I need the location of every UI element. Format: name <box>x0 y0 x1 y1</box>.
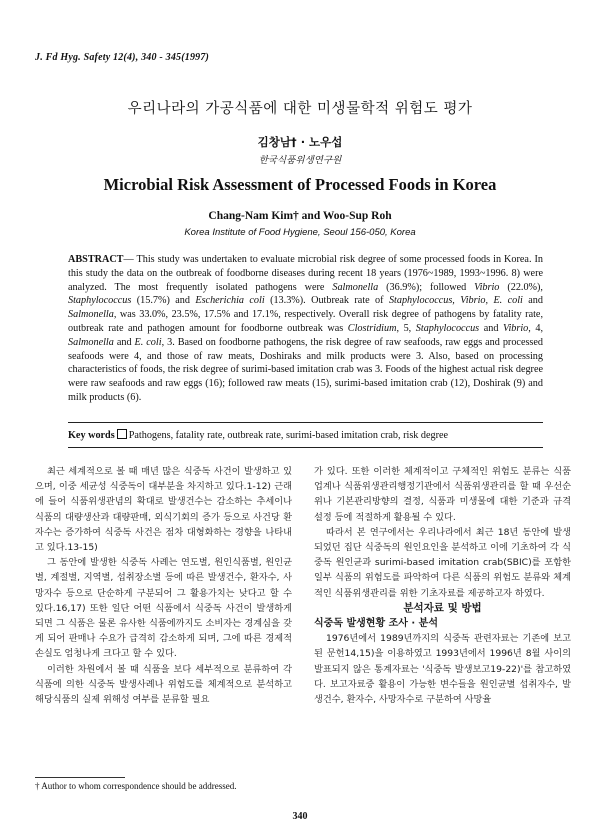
body-paragraph: 이러한 차원에서 볼 때 식품을 보다 세부적으로 분류하여 각 식품에 의한 식중독 발생사례나 위험도를 체계적으로 분석하고 해당식품의 실제 위해성 여부를 분류할 필요 <box>35 663 292 706</box>
footnote: † Author to whom correspondence should be addressed. <box>35 781 237 791</box>
body-column-left <box>35 464 292 707</box>
keywords-label: Key words <box>68 430 115 441</box>
organism-name: Staphylococcus <box>415 322 480 334</box>
abstract <box>68 253 543 405</box>
abstract-text: (36.9%); followed <box>378 281 475 293</box>
section-heading: 분석자료 및 방법 <box>403 601 482 614</box>
organism-name: Escherichia coli <box>195 295 265 307</box>
abstract-text: and <box>113 336 135 348</box>
abstract-text: , was 33.0%, 23.5%, 17.5% and 17.1%, respectively. Overall risk degree of pathogens by fatality rate, outbreak rate and pathogen amount for foodborne outbreak was <box>68 309 543 334</box>
abstract-text: , 5, <box>396 322 416 334</box>
organism-name: Salmonella <box>68 309 114 321</box>
abstract-text: (22.0%), <box>499 281 543 293</box>
abstract-text: (13.3%). Outbreak rate of <box>264 295 389 307</box>
keywords <box>68 429 543 441</box>
organism-name: Vibrio <box>474 281 500 293</box>
abstract-text: , 3. Based on foodborne pathogens, the risk degree of raw seafoods, raw eggs and processed seafoods were 4, and those of raw meats, Doshiraks and milk products were 3. Also, based on processing characteristics of foods, the risk degree of surimi-based imitation crab was 3. Foods of the highest actual risk degree were raw seafoods and raw eggs (16); followed raw meats (15), surimi-based imitation crab (12), Doshirak (9) and milk products (6). <box>68 336 544 403</box>
keywords-text: Pathogens, fatality rate, outbreak rate, surimi-based imitation crab, risk degree <box>128 430 449 441</box>
abstract-text: , 4, <box>528 322 544 334</box>
body-paragraph: 따라서 본 연구에서는 우리나라에서 최근 18년 동안에 발생되었던 집단 식중독의 원인요인을 분석하고 이에 기초하여 각 식중독 원인균과 surimi-based imitation crab(SBIC)를 포함한 일부 식품의 위험도를 파악하여 다른 식품의 위험도 분류와 체계적인 식품위생관리를 위한 기초자료를 제공하고자 하였다. <box>314 526 571 599</box>
journal-citation: J. Fd Hyg. Safety 12(4), 340 - 345(1997) <box>35 52 210 63</box>
subsection-heading: 식중독 발생현황 조사 · 분석 <box>314 618 438 630</box>
page-number: 340 <box>292 811 308 822</box>
abstract-text: This study was undertaken to evaluate microbial risk degree of some processed foods in Korea. In this study the data on the outbreak of foodborne diseases during recent 18 years (1976~1989, 1993~1996. 8) were analyzed. The most frequently isolated pathogens were <box>68 254 543 293</box>
english-authors: Chang-Nam Kim† and Woo-Sup Roh <box>208 210 392 222</box>
organism-name: Vibrio <box>502 322 529 334</box>
korean-authors: 김창남† · 노우섭 <box>257 135 343 149</box>
organism-name: Clostridium <box>347 322 397 334</box>
abstract-text: and <box>479 322 503 334</box>
footnote-divider <box>35 777 125 778</box>
abstract-label: ABSTRACT <box>68 254 124 265</box>
abstract-text: (15.7%) and <box>131 295 196 307</box>
english-title: Microbial Risk Assessment of Processed Foods in Korea <box>103 175 497 194</box>
abstract-dash: — <box>123 254 137 265</box>
checkbox-icon <box>117 429 127 439</box>
body-column-right <box>314 464 571 707</box>
english-affiliation: Korea Institute of Food Hygiene, Seoul 156-050, Korea <box>184 227 416 238</box>
abstract-text: and <box>522 295 543 307</box>
organism-name: Salmonella <box>68 336 114 348</box>
body-paragraph: 가 있다. 또한 이러한 체계적이고 구체적인 위험도 분류는 식품업계나 식품위생관리행정기관에서 식품위생관리를 할 때 우선순위나 기본관리방향의 결정, 식품과 미생물에 대한 기준과 규격 설정 등에 적절하게 활용될 수 있다. <box>314 466 571 523</box>
korean-title: 우리나라의 가공식품에 대한 미생물학적 위험도 평가 <box>127 101 473 117</box>
organism-name: Staphylococcus <box>68 295 132 307</box>
organism-name: Staphylococcus, Vibrio, E. coli <box>388 295 523 307</box>
keywords-divider <box>68 447 543 448</box>
organism-name: Salmonella <box>332 281 379 293</box>
organism-name: E. coli <box>134 336 162 348</box>
body-paragraph: 최근 세계적으로 볼 때 매년 많은 식중독 사건이 발생하고 있으며, 이중 세균성 식중독이 대부분을 차지하고 있다.1-12) 근래에 들어 식품위생관념의 확대로 발생건수는 감소하는 추세이나 식품의 대량생산과 대량판매, 외식기회의 증가 등으로 사건당 환자수는 증가하여 식중독 사건은 점차 대형화하는 경향을 나타내고 있다.13-15) <box>35 466 292 554</box>
body-paragraph: 1976년에서 1989년까지의 식중독 관련자료는 기존에 보고된 문헌14,15)을 이용하였고 1993년에서 1996년 8월 사이의 발표되지 않은 통계자료는 '식중독 발생보고19-22)'를 참고하였다. 보고자료중 활용이 가능한 변수들을 원인균별 섭취자수, 발생건수, 환자수, 사망자수로 구분하여 사망율 <box>314 633 571 706</box>
abstract-divider <box>68 422 543 423</box>
korean-affiliation: 한국식품위생연구원 <box>258 155 342 166</box>
body-paragraph: 그 동안에 발생한 식중독 사례는 연도별, 원인식품별, 원인균별, 계절별, 지역별, 섭취장소별 등에 따른 발생건수, 환자수, 사망자수 등으로 단순하게 구분되어 그 활용가치는 낮다고 할 수 있다.16,17) 또한 일단 어떤 식품에서 식중독 사건이 발생하게 되면 그 식품은 물론 유사한 식품에까지도 소비자는 경계심을 갖게 되어 판매나 수요가 급격히 감소하게 되며, 그에 따른 경제적 손실도 엄청나게 크다고 할 수 있다. <box>35 557 292 660</box>
